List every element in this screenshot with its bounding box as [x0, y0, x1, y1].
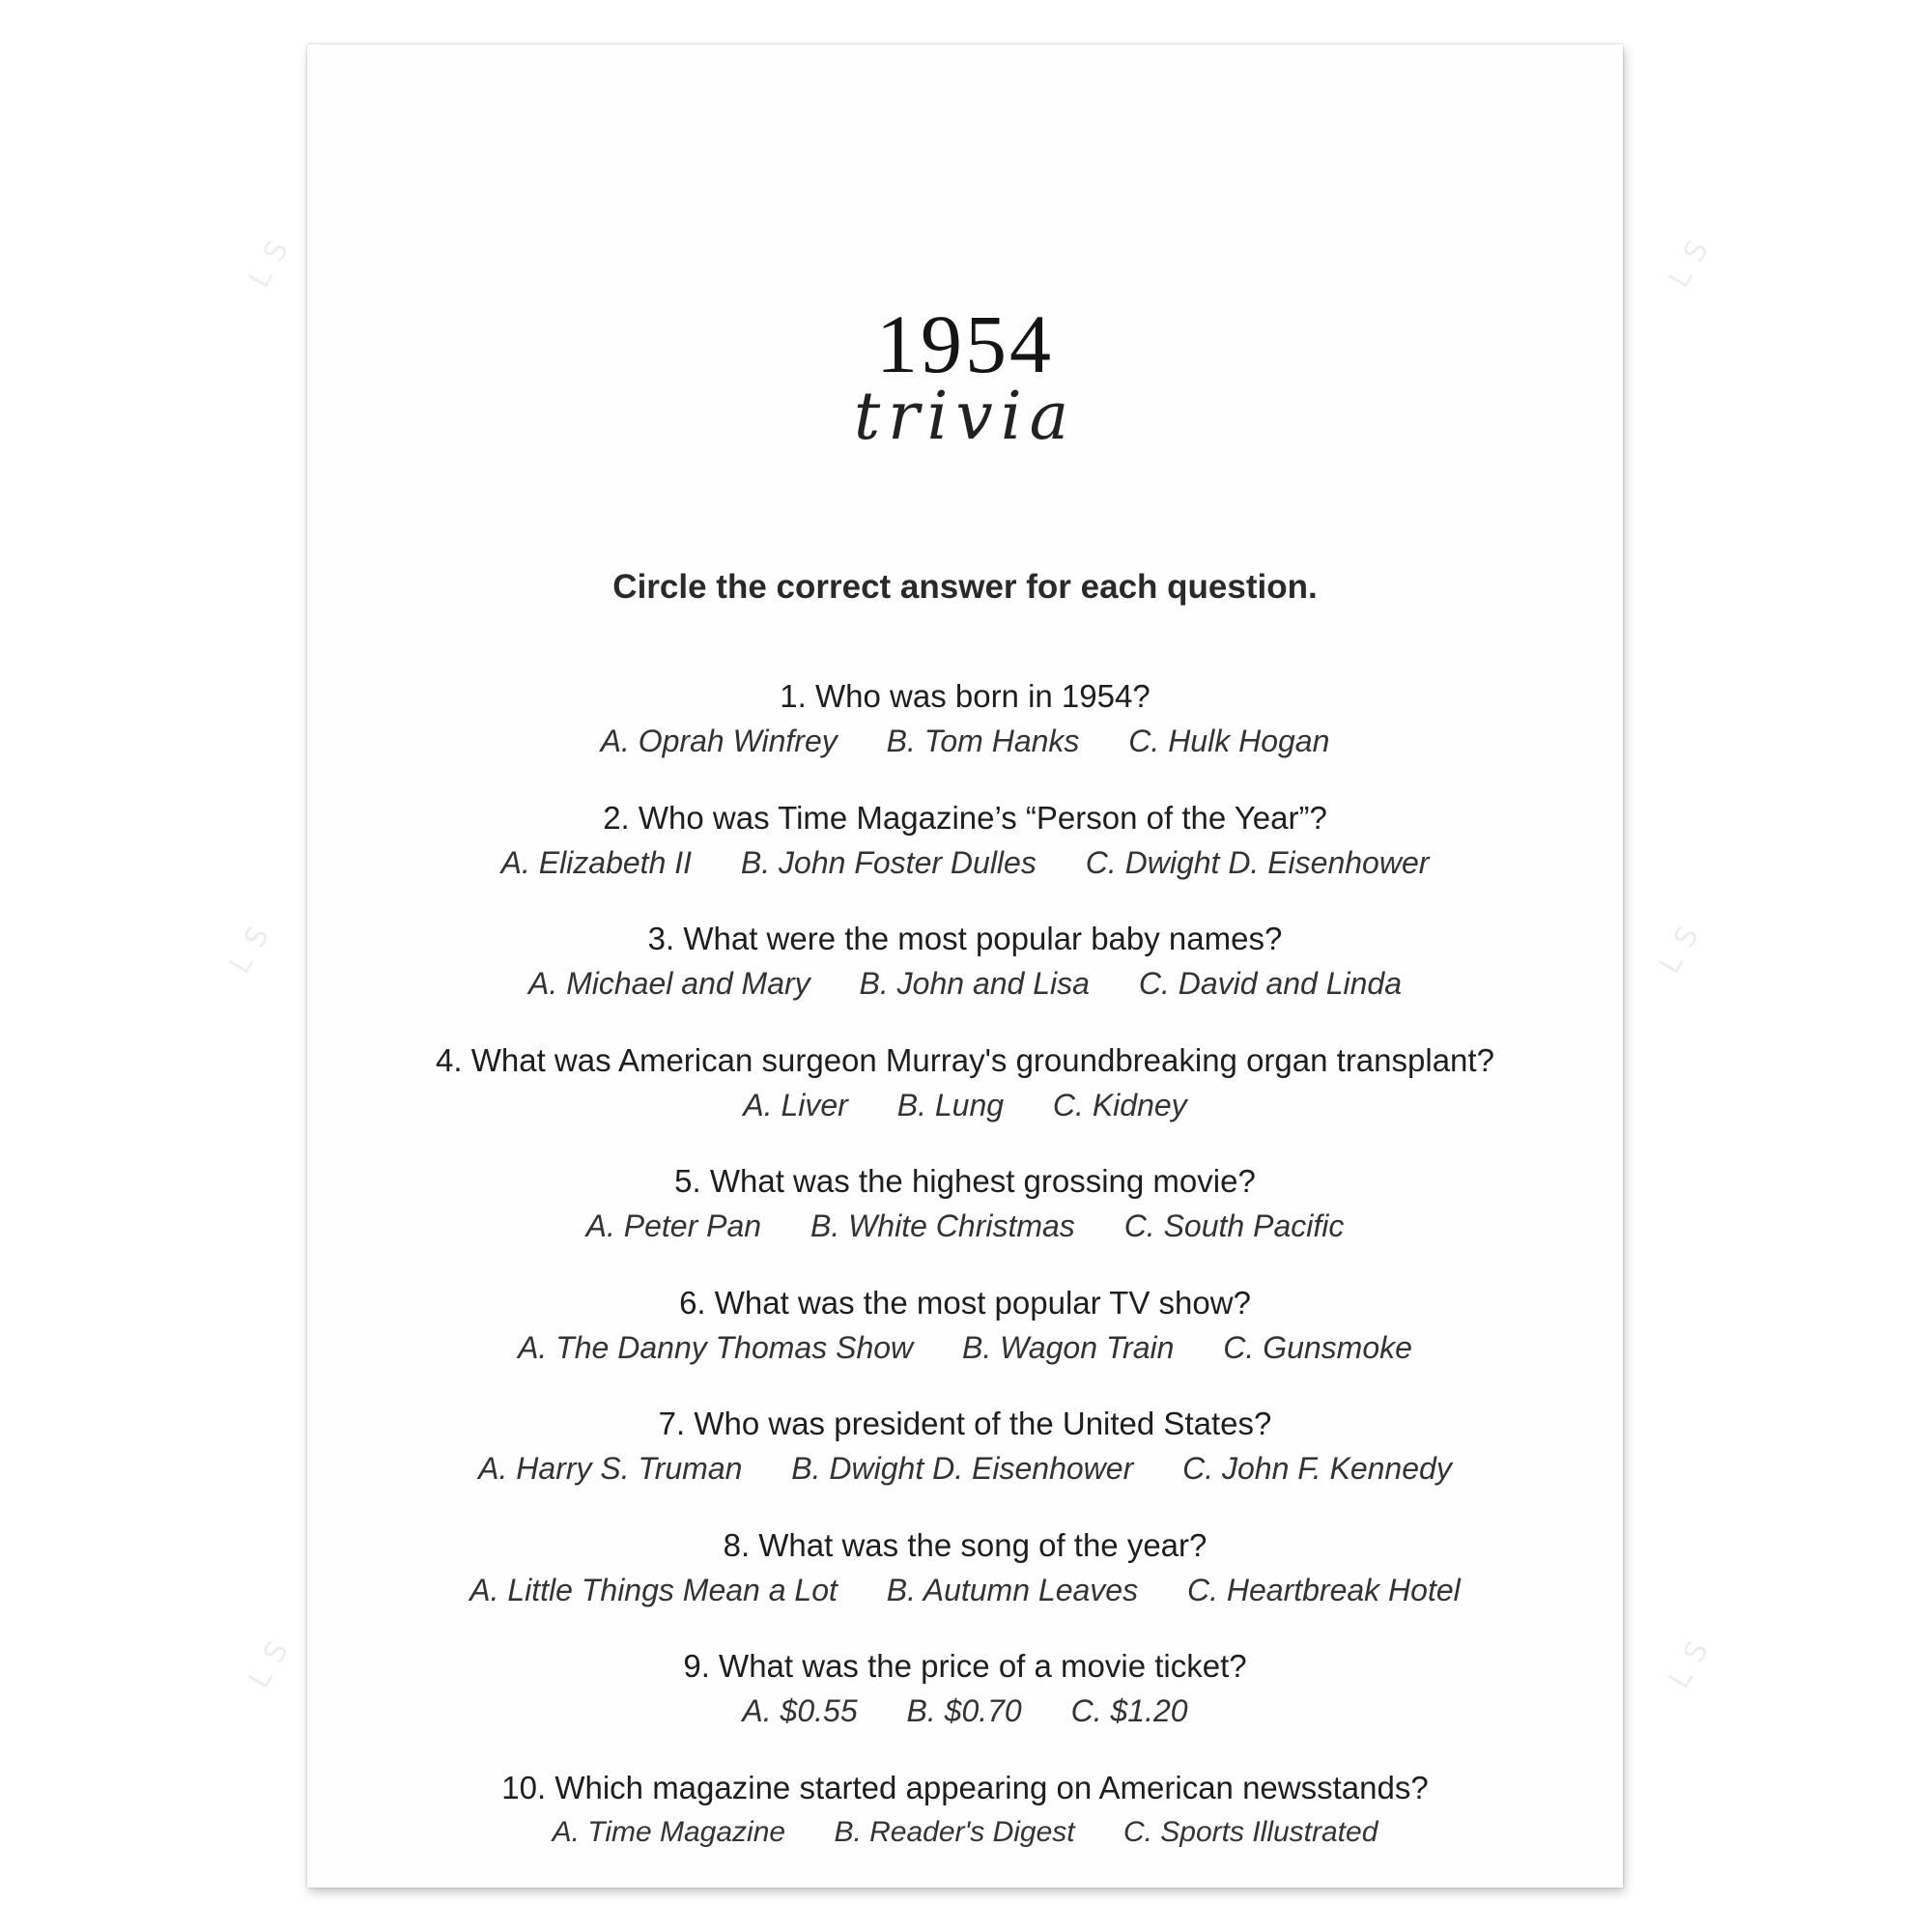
question-4	[307, 1038, 1623, 1160]
answer-option-a[interactable]: A. Liver	[743, 1087, 848, 1122]
page-subtitle: trivia	[853, 379, 1077, 455]
question-text: 7. Who was president of the United States?	[658, 1406, 1272, 1441]
question-list	[307, 674, 1623, 1887]
answer-option-b[interactable]: B. John and Lisa	[859, 966, 1090, 1001]
question-text: 5. What was the highest grossing movie?	[674, 1163, 1256, 1199]
answer-option-c[interactable]: C. South Pacific	[1123, 1208, 1345, 1243]
page-title: 1954	[876, 298, 1054, 390]
answer-option-c[interactable]: C. Hulk Hogan	[1128, 724, 1330, 758]
answer-option-a[interactable]: A. Elizabeth II	[500, 844, 693, 880]
watermark: LS	[222, 909, 283, 980]
answer-options	[307, 1204, 1623, 1248]
watermark: LS	[242, 1624, 302, 1694]
question-text: 1. Who was born in 1954?	[780, 678, 1151, 714]
answer-options	[307, 1810, 1623, 1855]
answer-option-b[interactable]: B. $0.70	[906, 1693, 1022, 1728]
answer-option-a[interactable]: A. Harry S. Truman	[478, 1451, 743, 1486]
question-8	[307, 1523, 1623, 1645]
answer-option-c[interactable]: C. David and Linda	[1138, 966, 1402, 1001]
answer-option-a[interactable]: A. Oprah Winfrey	[600, 724, 838, 758]
answer-option-a[interactable]: A. The Danny Thomas Show	[518, 1329, 914, 1365]
question-text: 8. What was the song of the year?	[723, 1526, 1208, 1563]
answer-option-c[interactable]: C. Dwight D. Eisenhower	[1085, 844, 1430, 880]
question-text: 9. What was the price of a movie ticket?	[683, 1648, 1247, 1684]
answer-option-b[interactable]: B. Reader's Digest	[834, 1815, 1075, 1848]
answer-option-a[interactable]: A. Peter Pan	[585, 1208, 762, 1243]
answer-option-b[interactable]: B. Lung	[896, 1087, 1005, 1122]
watermark: LS	[242, 223, 302, 294]
question-10	[307, 1766, 1623, 1888]
question-text: 3. What were the most popular baby names?	[647, 921, 1283, 956]
answer-option-b[interactable]: B. John Foster Dulles	[740, 844, 1037, 880]
question-text: 6. What was the most popular TV show?	[679, 1284, 1251, 1321]
watermark: LS	[1662, 1624, 1722, 1694]
answer-option-c[interactable]: C. Kidney	[1052, 1087, 1187, 1122]
answer-option-c[interactable]: C. John F. Kennedy	[1182, 1451, 1452, 1486]
answer-options	[307, 1446, 1623, 1491]
answer-options	[307, 1083, 1623, 1127]
answer-option-b[interactable]: B. Dwight D. Eisenhower	[791, 1451, 1134, 1486]
answer-option-b[interactable]: B. White Christmas	[810, 1208, 1075, 1243]
answer-options	[307, 1325, 1623, 1370]
answer-option-a[interactable]: A. Little Things Mean a Lot	[469, 1572, 838, 1607]
question-2	[307, 796, 1623, 918]
answer-options	[307, 719, 1623, 763]
question-text: 10. Which magazine started appearing on American newsstands?	[501, 1769, 1429, 1805]
answer-option-c[interactable]: C. $1.20	[1070, 1693, 1188, 1728]
question-text: 2. Who was Time Magazine’s “Person of the Year”?	[603, 799, 1327, 836]
answer-option-c[interactable]: C. Heartbreak Hotel	[1186, 1572, 1461, 1607]
answer-option-b[interactable]: B. Wagon Train	[962, 1329, 1175, 1365]
answer-option-b[interactable]: B. Tom Hanks	[886, 724, 1080, 758]
instructions: Circle the correct answer for each question.	[612, 568, 1318, 606]
question-7	[307, 1402, 1623, 1523]
answer-option-c[interactable]: C. Gunsmoke	[1223, 1329, 1412, 1365]
answer-option-b[interactable]: B. Autumn Leaves	[886, 1572, 1139, 1607]
watermark: LS	[1662, 223, 1722, 294]
question-3	[307, 917, 1623, 1038]
question-9	[307, 1644, 1623, 1766]
answer-option-a[interactable]: A. Time Magazine	[552, 1815, 786, 1848]
answer-options	[307, 840, 1623, 885]
question-6	[307, 1281, 1623, 1403]
question-text: 4. What was American surgeon Murray's groundbreaking organ transplant?	[436, 1041, 1494, 1078]
answer-option-a[interactable]: A. Michael and Mary	[527, 966, 810, 1001]
answer-options	[307, 961, 1623, 1006]
answer-option-c[interactable]: C. Sports Illustrated	[1122, 1815, 1378, 1848]
answer-options	[307, 1689, 1623, 1733]
question-5	[307, 1159, 1623, 1281]
answer-options	[307, 1568, 1623, 1612]
answer-option-a[interactable]: A. $0.55	[742, 1693, 858, 1728]
watermark: LS	[1652, 909, 1713, 980]
trivia-card	[307, 44, 1623, 1888]
question-1	[307, 674, 1623, 796]
